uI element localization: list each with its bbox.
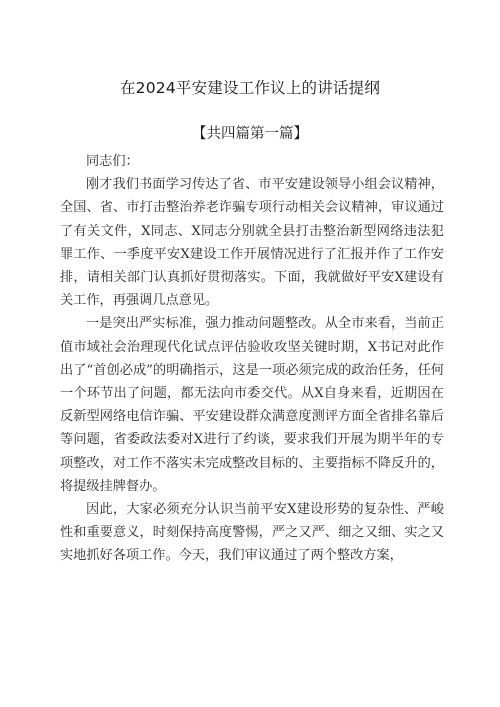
document-title: 在2024平安建设工作议上的讲话提纲 (119, 79, 381, 97)
body-paragraph-2: 一是突出严实标准，强力推动问题整改。从全市来看，当前正值市域社会治理现代化试点评估验收攻坚关键时期，X书记对此作出了“首创必成”的明确指示，这是一项必须完成的政治任务，任何一个环节出了问题，都无法向市委交代。从X自身来看，近期因在反新型网络电信诈骗、平安建设群众满意度测评方面全省排名靠后等问题，省委政法委对X进行了约谈，要求我们开展为期半年的专项整改，对工作不落实未完成整改目标的、主要指标不降反升的，将提级挂牌督办。 (60, 316, 444, 494)
body-paragraph-1: 刚才我们书面学习传达了省、市平安建设领导小组会议精神，全国、省、市打击整治养老诈骗专项行动相关会议精神，审议通过了有关文件，X同志、X同志分别就全县打击整治新型网络违法犯罪工作、一季度平安X建设工作开展情况进行了汇报并作了工作安排，请相关部门认真抓好贯彻落实。下面，我就做好平安X建设有关工作，再强调几点意见。 (60, 177, 444, 309)
salutation: 同志们： (86, 154, 139, 169)
body-paragraph-3: 因此，大家必须充分认识当前平安X建设形势的复杂性、严峻性和重要意义，时刻保持高度警惕，严之又严、细之又细、实之又实地抓好各项工作。今天，我们审议通过了两个整改方案， (60, 502, 444, 564)
document-body (60, 150, 444, 568)
document-subtitle: 【共四篇第一篇】 (192, 126, 308, 142)
